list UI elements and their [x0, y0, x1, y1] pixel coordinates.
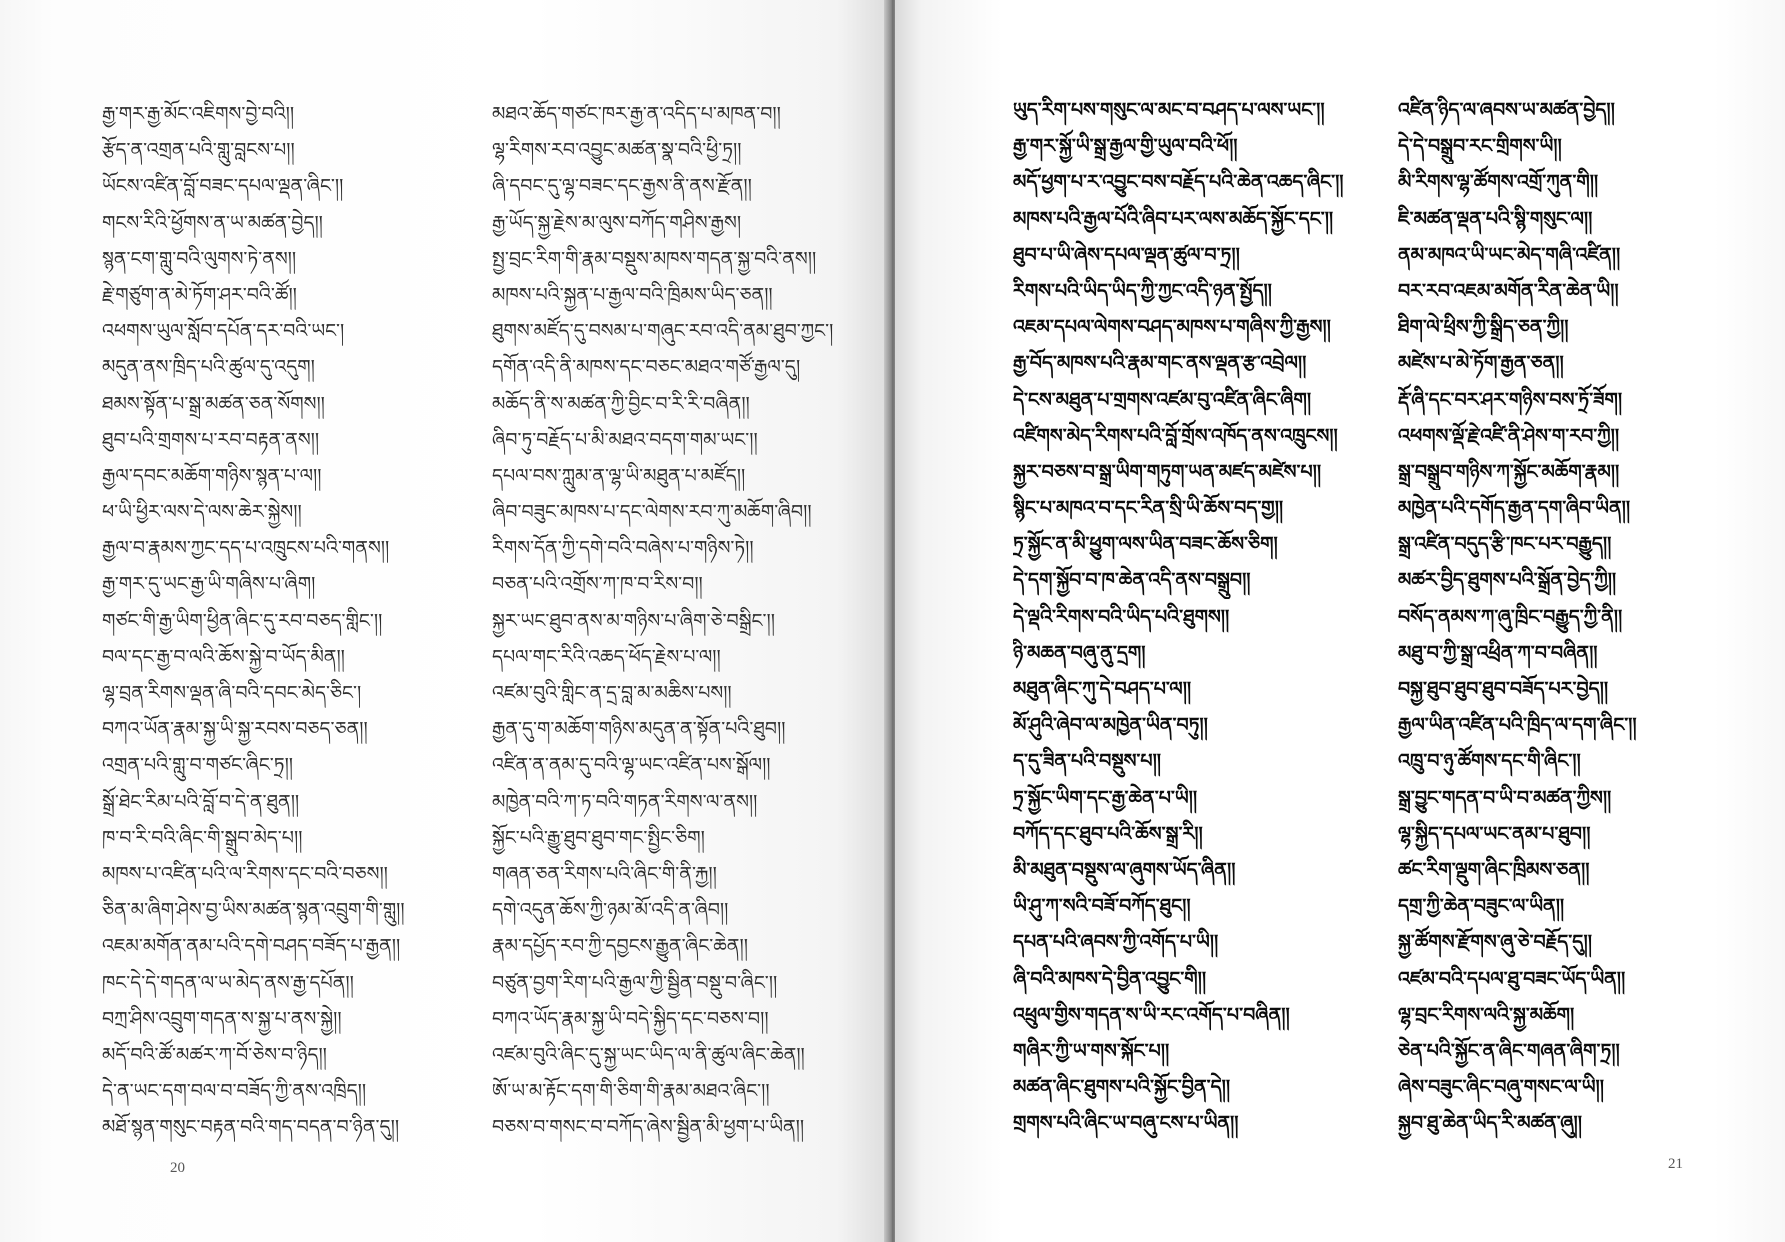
- verse-line: རིགས་དོན་ཀྱི་དགེ་བའི་བཞེས་པ་གཉིས་ཏེ།།: [492, 537, 754, 560]
- verse-line: མདོ་བའི་ཚོ་མཚར་ཀ་བོ་ཅེས་བ་ཉིད།།: [102, 1043, 327, 1066]
- verse-line: ཞིབ་བཟུང་མཁས་པ་དང་ལེགས་རབ་ཀུ་མཆོག་ཞིབ།།: [492, 501, 812, 524]
- verse-line: མཆོད་ནི་ས་མཚན་ཀྱི་བྱིང་བ་རི་རི་བཞིན།།: [492, 392, 750, 415]
- verse-line: དེ་དེ་བསྒྲུབ་རང་གྲིགས་ཡི།།: [1398, 135, 1562, 158]
- verse-line: དགེ་འདུན་ཆོས་ཀྱི་ཉམ་མོ་འདི་ན་ཞིབ།།: [492, 899, 729, 922]
- verse-line: ཞིབ་ཏུ་བརྗོད་པ་མི་མཐའ་བདག་གམ་ཡང་།།: [492, 428, 758, 451]
- verse-line: སྒྲ་འཛིན་བདུད་རྩི་ཁང་པར་བརྒྱུད།།: [1398, 533, 1612, 556]
- verse-line: ཐིག་ལེ་ཕྲིས་ཀྱི་སྒྲིད་ཅན་ཀྱི།།: [1398, 316, 1569, 339]
- verse-line: འཛིན་ཉིད་ལ་ཞབས་ཡ་མཚན་བྱེད།།: [1398, 99, 1615, 121]
- page-left: [0, 0, 890, 1242]
- page-number: 20: [170, 1160, 185, 1176]
- text-column-right-1: [1013, 92, 1388, 1141]
- verse-line: བཙུན་བྱག་རིག་པའི་རྒྱལ་ཀྱི་སྦྱིན་བསྡུ་བ་ཞིང་།།: [492, 971, 778, 994]
- verse-line: མཐའ་ཆོད་གཙང་ཁར་རྒྱ་ན་འདིད་པ་མཁན་བ།།: [492, 103, 781, 125]
- verse-line: སྙིང་པ་མཁའ་བ་དང་རིན་སྲི་ཡི་ཆོས་བད་གྱ།།: [1013, 497, 1284, 520]
- verse-line: མདོ་ཕྱག་པ་ར་འབྱུང་བས་བརྗོད་པའི་ཆེན་འཆད་ཞིང་།།: [1013, 171, 1344, 194]
- verse-line: མཁས་པའི་སྐྱན་པ་རྒྱལ་བའི་ཁྲིམས་ཡིད་ཅན།།: [492, 283, 773, 306]
- verse-line: སྐྱར་ཡང་ཐུབ་ནས་མ་གཉིས་པ་ཞིག་ཅེ་བསྒྲིང་།།: [492, 609, 775, 632]
- verse-line: ལྷ་བྲང་རིགས་ལའི་སྐྱ་མཆོག།: [1398, 1003, 1575, 1026]
- verse-line: ནམ་མཁའ་ཡི་ཡང་མེད་གཞི་འཛིན།།: [1398, 243, 1621, 266]
- verse-line: གངས་རིའི་ཕྱོགས་ན་ཡ་མཚན་བྱེད།།: [102, 211, 323, 234]
- verse-line: འཁྲུ་བ་ཉུ་ཚོགས་དང་གི་ཞིང་།།: [1398, 750, 1581, 773]
- verse-line: ཡི་ཤུ་ཀ་སའི་བཟོ་བཀོད་ཐུང།།: [1013, 895, 1191, 918]
- verse-line: དཔལ་གང་རིའི་འཆད་ཕོད་རྗེས་པ་ལ།།: [492, 645, 721, 668]
- verse-line: ཚང་རིག་ལྡུག་ཞིང་ཁྲིམས་ཅན།།: [1398, 858, 1590, 881]
- verse-line: དགོན་འདི་ནི་མཁས་དང་བཅང་མཐའ་གཙོ་རྒྱལ་དུ།: [492, 356, 801, 379]
- verse-line: མཁས་པ་འཛིན་པའི་ལ་རིགས་དང་བའི་བཅས།།: [102, 862, 388, 885]
- verse-line: བཀའ་ཡོན་རྣམ་སྐྱ་ཡི་སྐྱ་རབས་བཅད་ཅན།།: [102, 718, 368, 741]
- verse-line: མཁས་པའི་རྒྱལ་པོའི་ཞིབ་པར་ལས་མཆོད་སྐྱོང་དང་།།: [1013, 207, 1334, 230]
- verse-line: ཞི་བའི་མཁས་དེ་བྱིན་འབྱུང་གི།།: [1013, 967, 1207, 990]
- verse-line: བཅས་བ་གསང་བ་བཀོད་ཞེས་སྦྱིན་མི་ཕྱག་པ་ཡིན།།: [492, 1116, 805, 1139]
- verse-line: ཞི་དབང་དུ་ལྷ་བཟང་དང་རྒྱས་ནི་ནས་རྫོན།།: [492, 175, 752, 198]
- verse-line: སྐྱོང་པའི་རྒྱུ་ཐུབ་ཐུབ་གང་སྤྱིང་ཅིག།: [492, 826, 705, 849]
- verse-line: ཇི་མཚན་ལྡན་པའི་སྙི་གསུང་ལ།།: [1398, 207, 1593, 230]
- verse-line: མི་མཐུན་བསྡུས་ལ་ཞུགས་ཡོད་ཞིན།།: [1013, 858, 1236, 881]
- verse-line: མཚར་བྱིད་ཐུགས་པའི་སྒྲོན་བྱེད་ཀྱི།།: [1398, 569, 1617, 592]
- verse-line: ཁང་དེ་དེ་གདན་ལ་ཡ་མེད་ནས་རྒྱ་དཔོན།།: [102, 971, 354, 994]
- text-column-left-1: [102, 96, 482, 1145]
- verse-line: མཐུ་བ་ཀྱི་སྒྲ་འཕྲིན་ཀ་བ་བཞིན།།: [1398, 641, 1598, 664]
- verse-line: ཐུགས་མཛོད་དུ་བསམ་པ་གཞུང་རབ་འདི་ནམ་ཐུབ་ཀྱང་།: [492, 320, 834, 343]
- verse-line: འཛིན་ན་ནམ་དུ་བའི་ལྷ་ཡང་འཛིན་པས་སྒོལ།།: [492, 754, 771, 777]
- verse-line: མི་རིགས་ལྷ་ཚོགས་འགྲོ་ཀུན་གི།།: [1398, 171, 1599, 194]
- verse-line: རྒྱ་གར་དུ་ཡང་རྒྱ་ཡི་གཞིས་པ་ཞིག།: [102, 573, 316, 596]
- verse-line: འཇམ་དཔལ་ལེགས་བཤད་མཁས་པ་གཞིས་ཀྱི་རྒྱས།།: [1013, 316, 1331, 339]
- verse-line: ཅེན་པའི་སྐྱོང་ན་ཞིང་གཞན་ཞིག་ཏྲ།།: [1398, 1039, 1620, 1062]
- verse-line: རིགས་པའི་ཡིད་ཡིད་ཀྱི་ཀྱང་འདི་ཉན་སྤྱོད།།: [1013, 279, 1272, 302]
- verse-line: ཉི་མཆན་བཞུ་ནུ་དྲག།: [1013, 641, 1146, 664]
- text-column-right-2: [1398, 92, 1768, 1141]
- verse-line: ཕ་ཡི་ཕྱིར་ལས་དེ་ལས་ཆེར་སྐྱེས།།: [102, 501, 302, 524]
- verse-line: རྗེ་གཙུག་ན་མེ་ཏོག་ཤར་བའི་ཚོ།།: [102, 283, 297, 306]
- verse-line: འཕྲུལ་གྱིས་གདན་ས་ཡི་རང་འགོད་པ་བཞིན།།: [1013, 1003, 1290, 1026]
- page-number: 21: [1668, 1156, 1683, 1172]
- verse-line: ཨོ་ཡ་མ་རྟོང་དག་གི་ཅིག་གི་རྣམ་མཐའ་ཞིང་།།: [492, 1080, 770, 1103]
- verse-line: སྒྲ་བྱུང་གདན་བ་ཡི་བ་མཚན་ཀྱིས།།: [1398, 786, 1612, 809]
- verse-line: དཔལ་བས་ཀླུམ་ན་ལྷ་ཡི་མཐུན་པ་མཛོད།།: [492, 464, 746, 487]
- verse-line: འཛིགས་མེད་རིགས་པའི་བློ་གྲོས་འཁོད་ནས་འཁྲུངས།།: [1013, 424, 1338, 447]
- verse-line: འཛམ་བུའི་གླིང་ན་དྲ་བླ་མ་མཆིས་པས།།: [492, 682, 732, 704]
- verse-line: སྤྱ་བྲང་རིག་གི་རྣམ་བསྡུས་མཁས་གདན་སྐྱ་བའི་ནས།།: [492, 247, 817, 270]
- verse-line: སྐྱབ་ཐུ་ཆེན་ཡིད་རི་མཚན་ཞུ།།: [1398, 1112, 1582, 1135]
- verse-line: དཔན་པའི་ཞབས་ཀྱི་འགོད་པ་ཡི།།: [1013, 931, 1219, 954]
- verse-line: རྒྱན་དུ་ག་མཆོག་གཉིས་མདུན་ན་སྟོན་པའི་ཐུབ།།: [492, 718, 786, 741]
- verse-line: བཀོད་དང་ཐུབ་པའི་ཆོས་སྒྲ་རི།།: [1013, 822, 1203, 845]
- verse-line: ཏྲ་སྐྱོང་ན་མི་ཕྱུག་ལས་ཡིན་བཟང་ཆོས་ཅིག།: [1013, 533, 1278, 556]
- verse-line: ཐུབ་པའི་གྲགས་པ་རབ་བརྟན་ནས།།: [102, 428, 320, 451]
- verse-line: མཁྱེན་པའི་དགོད་རྒྱན་དག་ཞིབ་ཡིན།།: [1398, 497, 1631, 520]
- verse-line: རྩོད་ན་འགྲན་པའི་གླུ་བླངས་པ།།: [102, 139, 295, 162]
- verse-line: དགྲ་ཀྱི་ཆེན་བཟུང་ལ་ཡིན།།: [1398, 895, 1565, 918]
- verse-line: མཚན་ཞིང་ཐུགས་པའི་སྐྱོང་བྱིན་དེ།།: [1013, 1076, 1231, 1099]
- verse-line: སྒྲོ་ཐེང་རིམ་པའི་བློ་བ་དེ་ན་ཐུན།།: [102, 790, 300, 813]
- verse-line: གྲགས་པའི་ཞིང་ཡ་བཞུ་ངས་པ་ཡིན།།: [1013, 1112, 1239, 1135]
- verse-line: རྒྱལ་དབང་མཆོག་གཉིས་སྙན་པ་ལ།།: [102, 464, 322, 487]
- verse-line: རྒྱལ་བ་རྣམས་ཀྱང་དད་པ་འཁྲུངས་པའི་གནས།།: [102, 537, 390, 560]
- text-column-left-2: [492, 96, 877, 1145]
- verse-line: འཕགས་ཡུལ་སློབ་དཔོན་དར་བའི་ཡང་།: [102, 320, 345, 343]
- verse-line: བཀའ་ཡོད་རྣམ་སྐྱ་ཡི་བདེ་སྐྱིད་དང་བཅས་བ།།: [492, 1007, 769, 1030]
- verse-line: རྒྱ་ཡོད་སྐྱ་རྗེས་མ་ལུས་བཀོད་གཤིས་རྒྱས།: [492, 211, 742, 234]
- verse-line: འཛམ་བུའི་ཞིང་དུ་སྐྱ་ཡང་ཡིད་ལ་ནི་ཚུལ་ཞིང་ཆེན།།: [492, 1043, 805, 1066]
- verse-line: བསྐྱ་ཐུབ་ཐུབ་ཐུབ་བཟོད་པར་བྱེད།།: [1398, 678, 1609, 700]
- verse-line: གཞིར་ཀྱི་ཡ་གས་སྐོང་པ།།: [1013, 1039, 1170, 1062]
- verse-line: ལྷ་རིགས་རབ་འབྱུང་མཚན་སྣ་བའི་ཕྱི་ཏྲ།།: [492, 139, 742, 162]
- verse-line: གཙང་གི་རྒྱ་ཡིག་ཕྱིན་ཞིང་དུ་རབ་བཅད་གླིང་།།: [102, 609, 383, 632]
- verse-line: མཐོ་སྙན་གསུང་བརྟན་བའི་གད་བདན་བ་ཉིན་དུ།།: [102, 1116, 400, 1139]
- verse-line: མཐུན་ཞིང་ཀུ་དེ་བཤད་པ་ལ།།: [1013, 678, 1192, 700]
- verse-line: འཕགས་ལྡོ་རྗེ་འཛི་ནི་ཤེས་ག་རབ་ཀྱི།།: [1398, 424, 1620, 447]
- verse-line: ཐུབ་པ་ཡི་ཞེས་དཔལ་ལྡན་ཚུལ་བ་ཏྲ།།: [1013, 243, 1240, 266]
- verse-line: བཀྲ་ཤིས་འབྲུག་གདན་ས་སྐྱ་པ་ནས་སྐྱེ།།: [102, 1007, 342, 1030]
- verse-line: རྒྱ་བོད་མཁས་པའི་རྣམ་གང་ནས་ལྡན་རྩ་འབྲེལ།།: [1013, 352, 1307, 375]
- verse-line: གཞན་ཅན་རིགས་པའི་ཞིང་གི་ནི་རྐྱ།།: [492, 862, 717, 885]
- verse-line: ད་དུ་ཟིན་པའི་བསྡུས་པ།།: [1013, 750, 1162, 773]
- verse-line: སྐྱར་བཅས་བ་སྒྲ་ཡིག་གཏུག་ཡན་མཛད་མཛེས་པ།།: [1013, 460, 1322, 483]
- verse-line: མོ་ཤུའི་ཞེབ་ལ་མཁྱེན་ཡིན་བཏུ།།: [1013, 714, 1208, 737]
- verse-line: བསོད་ནམས་ཀ་ཞུ་ཁྲིང་བརྒྱུད་ཀྱི་ནི།།: [1398, 605, 1623, 628]
- page-right: [895, 0, 1785, 1242]
- verse-line: སྒྲ་བསྒྲུབ་གཉིས་ཀ་སྐྱོང་མཆོག་རྣམ།།: [1398, 460, 1620, 483]
- verse-line: རྡོ་ཞི་དང་བར་ཤར་གཉིས་བས་ཏྲོ་ཟོག།: [1398, 388, 1623, 411]
- verse-line: དེ་ན་ཡང་དག་བལ་བ་བཟོད་ཀྱི་ནས་འཁྲིད།།: [102, 1080, 367, 1103]
- verse-line: རྣམ་དཔྱོད་རབ་ཀྱི་དབྱངས་རྒྱུན་ཞིང་ཆེན།།: [492, 935, 748, 958]
- verse-line: མདུན་ནས་ཁྲིད་པའི་ཚུལ་དུ་འདུག།: [102, 356, 315, 379]
- verse-line: ཞེས་བཟུང་ཞིང་བཞུ་གསང་ལ་ཡི།།: [1398, 1076, 1604, 1099]
- verse-line: རྒྱ་གར་རྒྱ་མོང་འཇིགས་བྱེ་བའི།།: [102, 103, 295, 125]
- verse-line: འཇམ་མགོན་ནམ་པའི་དགེ་བཤད་བཟོད་པ་རྒྱན།།: [102, 935, 401, 958]
- verse-line: མཁྱེན་བའི་ཀ་ཏ་བའི་གཏན་རིགས་ལ་ནས།།: [492, 790, 758, 813]
- verse-line: རྒྱ་གར་སྐྱོ་ཡི་སྒྲ་རྒྱལ་གྱི་ཡུལ་བའི་ཕོ།།: [1013, 135, 1238, 158]
- verse-line: སྙན་ངག་གླུ་བའི་ལུགས་ཏེ་ནས།།: [102, 247, 297, 270]
- verse-line: དེ་ངས་མཐུན་པ་གྲགས་འཛམ་བུ་འཛིན་ཞིང་ཞིག།: [1013, 388, 1312, 411]
- verse-line: བཅན་པའི་འགྲོས་ཀ་ཁ་བ་རིས་བ།།: [492, 573, 703, 596]
- verse-line: ཡུད་རིག་པས་གསུང་ལ་མང་བ་བཤད་པ་ལས་ཡང་།།: [1013, 99, 1325, 121]
- verse-line: ལྷ་བྲན་རིགས་ལྡན་ཞི་བའི་དབང་མེད་ཅིང་།: [102, 682, 362, 704]
- verse-line: བལ་དང་རྒྱ་བ་ལའི་ཆོས་སྐྱེ་བ་ཡོད་མིན།།: [102, 645, 345, 668]
- verse-line: སྐྱ་ཚོགས་རྫོགས་ཞུ་ཅེ་བརྗོད་དུ།།: [1398, 931, 1592, 954]
- verse-line: རྒྱལ་ཡིན་འཛིན་པའི་ཁྲིད་ལ་དག་ཞིང་།།: [1398, 714, 1637, 737]
- verse-line: ལྷ་སྐྱིད་དཔལ་ཡང་ནམ་པ་ཐུབ།།: [1398, 822, 1591, 845]
- verse-line: ཐམས་སྟོན་པ་སྒྲ་མཚན་ཅན་སོགས།།: [102, 392, 325, 415]
- verse-line: ཡོངས་འཛིན་བློ་བཟང་དཔལ་ལྡན་ཞིང་།།: [102, 175, 344, 198]
- verse-line: དེ་ལྡའི་རིགས་བའི་ཡིད་པའི་ཐུགས།།: [1013, 605, 1230, 628]
- verse-line: མཛེས་པ་མེ་ཏོག་རྒྱན་ཅན།།: [1398, 352, 1564, 375]
- verse-line: འཛམ་བའི་དཔལ་ཐུ་བཟང་ཡོད་ཡིན།།: [1398, 967, 1626, 990]
- verse-line: བར་རབ་འཇམ་མགོན་རིན་ཆེན་ཡི།།: [1398, 279, 1619, 302]
- verse-line: ཏྲ་སྐྱོང་ཡིག་དང་རྒྱ་ཆེན་པ་ཡི།།: [1013, 786, 1198, 809]
- verse-line: ཁ་བ་རི་བའི་ཞིང་གི་སྒྲུབ་མེད་པ།།: [102, 826, 303, 849]
- verse-line: ཅིན་མ་ཞིག་ཤེས་བྱ་ཡིས་མཚན་སྙན་འབྲུག་གི་གླུ།།: [102, 899, 405, 922]
- verse-line: དེ་དག་སྐྱོབ་བ་ཁ་ཆེན་འདི་ནས་བསྒྲུབ།།: [1013, 569, 1251, 592]
- verse-line: འགྲན་པའི་གླུ་བ་གཙང་ཞིང་ཏྲ།།: [102, 754, 294, 777]
